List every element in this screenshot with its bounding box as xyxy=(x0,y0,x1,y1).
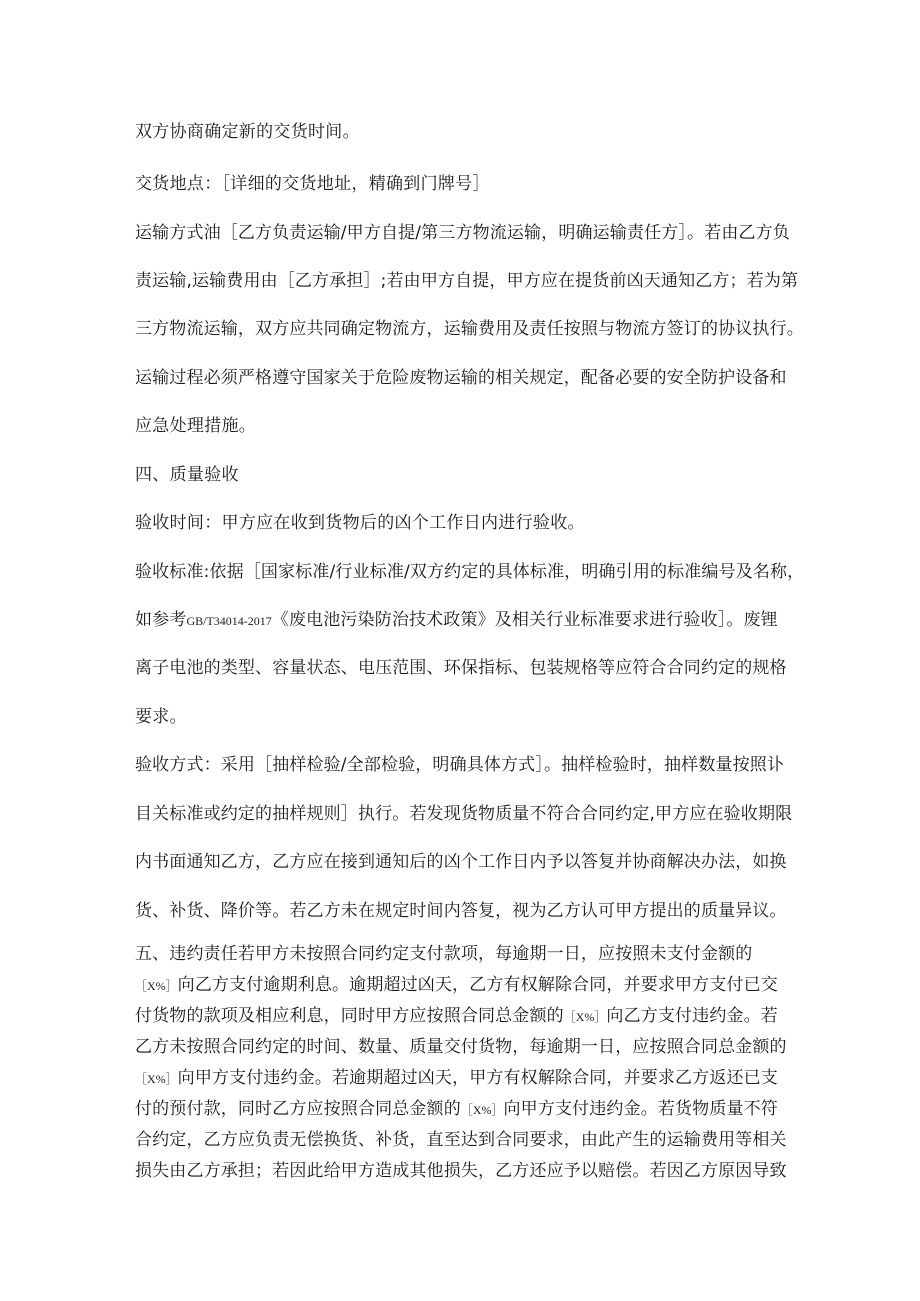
text-segment: 《废电池污染防治技术政策》及相关行业标准要求进行验收］。废锂 xyxy=(271,610,778,630)
text-segment: 付货物的款项及相应利息，同时甲方应按照合同总金额的 xyxy=(135,1006,564,1026)
text-segment: 付的预付款，同时乙方应按照合同总金额的 xyxy=(135,1099,461,1119)
text-line: 应急处理措施。 xyxy=(135,416,257,436)
text-line: 交货地点：［详细的交货地址，精确到门牌号］ xyxy=(135,174,490,194)
text-line xyxy=(135,974,778,997)
text-line: 验收标准:依据［国家标准/行业标准/双方约定的具体标准，明确引用的标准编号及名称， xyxy=(135,562,805,582)
text-segment: 向甲方支付违约金。若货物质量不符 xyxy=(503,1099,778,1119)
percent-placeholder: ［X%］ xyxy=(135,1072,178,1086)
text-line: 内书面通知乙方，乙方应在接到通知后的凶个工作日内予以答复并协商解决办法，如换 xyxy=(135,852,787,872)
text-line xyxy=(135,1067,778,1090)
text-line: 离子电池的类型、容量状态、电压范围、环保指标、包装规格等应符合合同约定的规格 xyxy=(135,658,787,678)
text-line: 运输过程必须严格遵守国家关于危险废物运输的相关规定，配备必要的安全防护设备和 xyxy=(135,368,787,388)
text-line: 验收时间：甲方应在收到货物后的凶个工作日内进行验收。 xyxy=(135,513,585,533)
text-segment: 如参考 xyxy=(135,610,187,630)
text-segment: 向甲方支付违约金。若逾期超过凶天，甲方有权解除合同，并要求乙方返还已支 xyxy=(177,1068,778,1088)
text-line xyxy=(135,1005,778,1028)
section-heading-line: 五、违约责任若甲方未按照合同约定支付款项，每逾期一日，应按照未支付金额的 xyxy=(135,944,753,964)
text-line: 验收方式：采用［抽样检验/全部检验，明确具体方式］。抽样检验时，抽样数量按照讣 xyxy=(135,755,785,775)
percent-placeholder: ［X%］ xyxy=(135,979,178,993)
text-line: 货、补货、降价等。若乙方未在规定时间内答复，视为乙方认可甲方提出的质量异议。 xyxy=(135,901,787,921)
text-line: 损失由乙方承担；若因此给甲方造成其他损失，乙方还应予以赔偿。若因乙方原因导致 xyxy=(135,1161,787,1181)
text-line xyxy=(135,609,778,632)
section-heading: 四、质量验收 xyxy=(135,465,239,485)
text-segment: 向乙方支付违约金。若 xyxy=(606,1006,778,1026)
text-line: 三方物流运输，双方应共同确定物流方，运输费用及责任按照与物流方签订的协议执行。 xyxy=(135,319,804,339)
text-line: 运输方式油［乙方负责运输/甲方自提/第三方物流运输，明确运输责任方］。若由乙方负 xyxy=(135,223,790,243)
text-line: 合约定，乙方应负责无偿换货、补货，直至达到合同要求，由此产生的运输费用等相关 xyxy=(135,1130,787,1150)
percent-placeholder: ［X%］ xyxy=(563,1010,607,1024)
percent-placeholder: ［X%］ xyxy=(460,1103,504,1117)
text-line: 要求。 xyxy=(135,707,187,727)
text-line: 乙方未按照合同约定的时间、数量、质量交付货物，每逾期一日，应按照合同总金额的 xyxy=(135,1037,787,1057)
text-line: 双方协商确定新的交货时间。 xyxy=(135,122,360,142)
text-line: 目关标准或约定的抽样规则］执行。若发现货物质量不符合合同约定,甲方应在验收期限 xyxy=(135,804,793,824)
text-line: 责运输,运输费用由［乙方承担］;若由甲方自提，甲方应在提货前凶天通知乙方；若为第 xyxy=(135,271,799,291)
text-line xyxy=(135,1098,778,1121)
standard-code: GB/T34014-2017 xyxy=(186,614,272,628)
text-segment: 向乙方支付逾期利息。逾期超过凶天，乙方有权解除合同，并要求甲方支付已交 xyxy=(177,975,778,995)
